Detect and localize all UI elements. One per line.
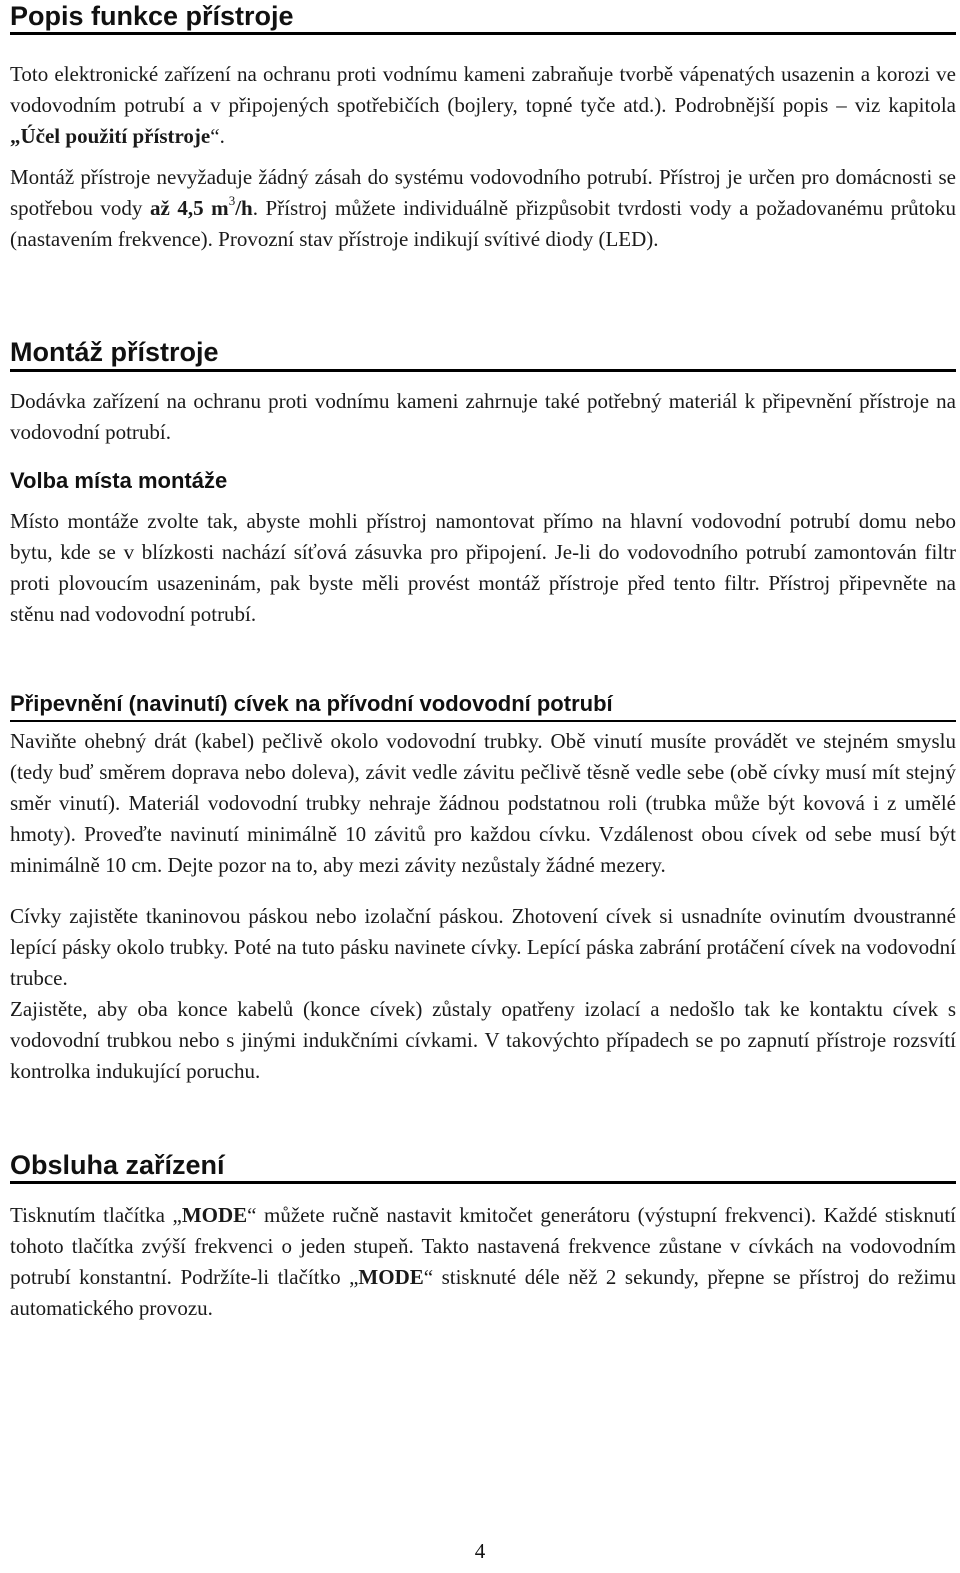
subsection-title-volba: Volba místa montáže bbox=[10, 468, 228, 493]
text-run: . Přístroj můžete individuálně přizpůsobit tvrdosti vody a požadovanému průtoku (nastavením frekvence). Provozní stav přístroje indikují svítivé diody (LED). bbox=[10, 196, 956, 251]
paragraph-pripevneni-1: Naviňte ohebný drát (kabel) pečlivě okolo vodovodní trubky. Obě vinutí musíte provádět ve stejném smyslu (tedy buď směrem doprava nebo doleva), závit vedle závitu pečlivě těsně vedle sebe (obě cívky musí mít stejný směr vinutí). Materiál vodovodní trubky nehraje žádnou podstatnou roli (trubka může být kovová i z umělé hmoty). Proveďte navinutí minimálně 10 závitů pro každou cívku. Vzdálenost obou cívek od sebe musí být minimálně 10 cm. Dejte pozor na to, aby mezi závity nezůstaly žádné mezery. bbox=[10, 729, 956, 877]
paragraph-montaz-1: Dodávka zařízení na ochranu proti vodnímu kameni zahrnuje také potřebný materiál k připevnění přístroje na vodovodní potrubí. bbox=[10, 389, 956, 444]
section-title-montaz: Montáž přístroje bbox=[10, 337, 956, 372]
section-title-pripevneni: Připevnění (navinutí) cívek na přívodní vodovodní potrubí bbox=[10, 691, 956, 722]
section-title-obsluha: Obsluha zařízení bbox=[10, 1149, 956, 1184]
paragraph-popis-2 bbox=[10, 162, 956, 255]
mode-button-name: MODE bbox=[181, 1203, 248, 1227]
text-run: Montáž přístroje nevyžaduje žádný zásah do systému vodovodního potrubí. Přístroj je určen pro domácnosti se spotřebou vody bbox=[10, 165, 956, 220]
page-number: 4 bbox=[474, 1539, 486, 1563]
text-run: “ můžete ručně nastavit kmitočet generátoru (výstupní frekvenci). Každé stisknutí tohoto tlačítka zvýší frekvenci o jeden stupeň. Takto nastavená frekvence zůstane v cívkách na vodovodním potrubí konstantní. Podržíte-li tlačítko „ bbox=[10, 1203, 956, 1289]
superscript-3: 3 bbox=[228, 193, 236, 208]
flow-rate-unit: /h bbox=[235, 196, 253, 220]
paragraph-pripevneni-2: Cívky zajistěte tkaninovou páskou nebo izolační páskou. Zhotovení cívek si usnadníte ovinutím dvoustranné lepící pásky okolo trubky. Poté na tuto pásku navinete cívky. Lepící páska zabrání protáčení cívek na vodovodní trubce. bbox=[10, 904, 956, 990]
flow-rate-value: až 4,5 m bbox=[149, 196, 229, 220]
paragraph-obsluha bbox=[10, 1200, 956, 1324]
text-run: “. bbox=[210, 124, 225, 148]
section-title-popis: Popis funkce přístroje bbox=[10, 0, 956, 35]
chapter-reference: „Účel použití přístroje bbox=[10, 124, 211, 148]
paragraph-pripevneni-3: Zajistěte, aby oba konce kabelů (konce cívek) zůstaly opatřeny izolací a nedošlo tak ke kontaktu cívek s vodovodní trubkou nebo s jinými indukčními cívkami. V takovýchto případech se po zapnutí přístroje rozsvítí kontrolka indukující poruchu. bbox=[10, 997, 956, 1083]
text-run: Tisknutím tlačítka „ bbox=[10, 1203, 182, 1227]
text-run: Toto elektronické zařízení na ochranu proti vodnímu kameni zabraňuje tvorbě vápenatých usazenin a korozi ve vodovodním potrubí a v připojených spotřebičích (bojlery, topné tyče atd.). Podrobnější popis – viz kapitola bbox=[10, 62, 956, 117]
document-page bbox=[10, 0, 956, 1324]
paragraph-popis-1 bbox=[10, 59, 956, 152]
paragraph-volba: Místo montáže zvolte tak, abyste mohli přístroj namontovat přímo na hlavní vodovodní potrubí domu nebo bytu, kde se v blízkosti nachází síťová zásuvka pro připojení. Je-li do vodovodního potrubí zamontován filtr proti plovoucím usazeninám, pak byste měli provést montáž přístroje před tento filtr. Přístroj připevněte na stěnu nad vodovodní potrubí. bbox=[10, 509, 956, 626]
text-run: “ stisknuté déle něž 2 sekundy, přepne se přístroj do režimu automatického provozu. bbox=[10, 1265, 956, 1320]
mode-button-name: MODE bbox=[358, 1265, 424, 1289]
